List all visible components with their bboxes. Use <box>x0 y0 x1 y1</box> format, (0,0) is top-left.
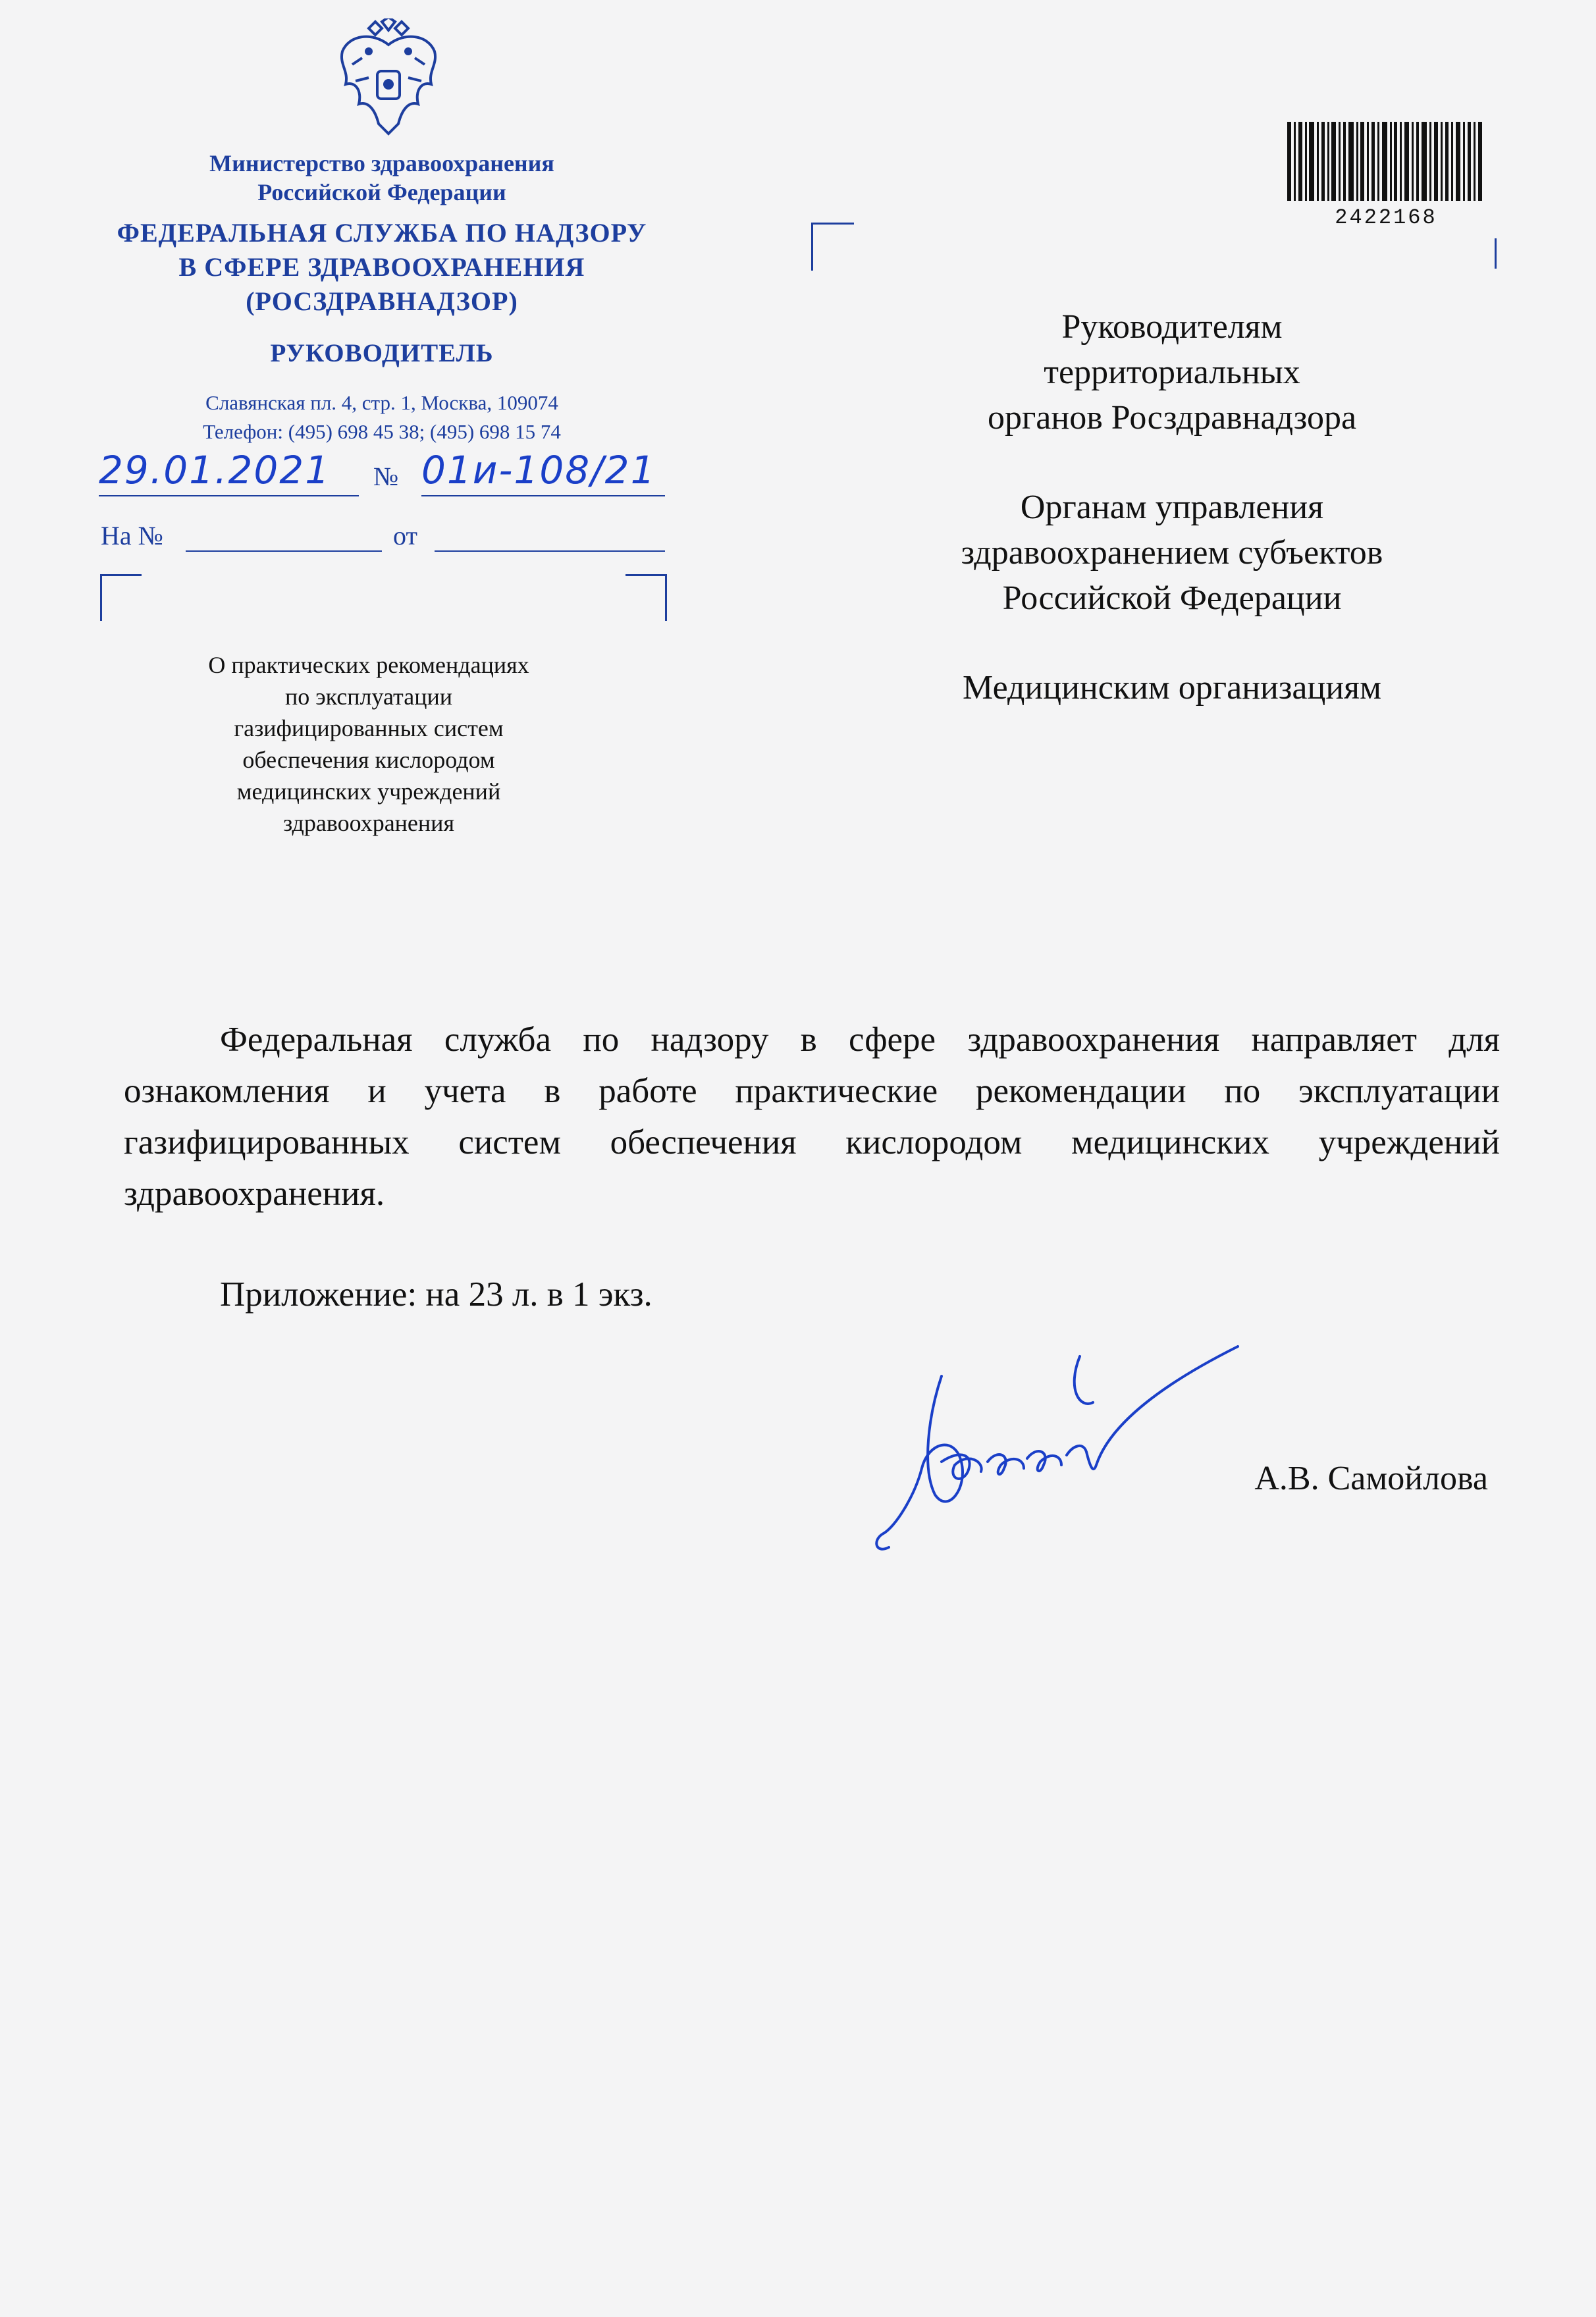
ministry-name-line1: Министерство здравоохранения <box>209 150 554 176</box>
address-line: Славянская пл. 4, стр. 1, Москва, 109074 <box>205 391 558 414</box>
addressee-bracket-right <box>1493 238 1497 269</box>
phone-line: Телефон: (495) 698 45 38; (495) 698 15 74 <box>203 420 561 443</box>
reply-date-line <box>435 550 665 552</box>
head-title: РУКОВОДИТЕЛЬ <box>270 339 494 367</box>
appendix-note: Приложение: на 23 л. в 1 экз. <box>220 1275 652 1314</box>
subject-line: О практических рекомендациях <box>208 652 529 678</box>
reply-number-line <box>186 550 382 552</box>
addressee-line: Руководителям <box>1061 308 1283 346</box>
addressee-group-territorial <box>882 304 1462 440</box>
subject-line: обеспечения кислородом <box>242 747 495 773</box>
letter-subject <box>158 649 579 839</box>
coat-of-arms-icon <box>332 18 444 140</box>
barcode-number: 2422168 <box>1335 205 1437 230</box>
addressee-bracket-left <box>811 223 854 271</box>
addressee-line: здравоохранением субъектов <box>961 534 1383 572</box>
ministry-name-line2: Российской Федерации <box>257 179 506 205</box>
addressee-line: Органам управления <box>1020 489 1324 526</box>
registration-number: 01и-108/21 <box>421 448 656 493</box>
subject-bracket-left <box>100 574 142 621</box>
body-paragraph: Федеральная служба по надзору в сфере здравоохранения направляет для ознакомления и учета в работе практические рекомендации по эксплуатации газифицированных систем обеспечения кислородом медицинских учреждений здравоохранения. <box>124 1021 1500 1213</box>
barcode-icon <box>1287 122 1485 207</box>
service-name-line3: (РОСЗДРАВНАДЗОР) <box>246 286 518 316</box>
addressee-line: Российской Федерации <box>1002 579 1342 617</box>
registration-date: 29.01.2021 <box>99 448 331 493</box>
subject-line: газифицированных систем <box>234 715 504 741</box>
addressee-group-medical <box>882 665 1462 710</box>
service-name-line2: В СФЕРЕ ЗДРАВООХРАНЕНИЯ <box>178 252 585 282</box>
addressee-line: Медицинским организациям <box>963 669 1381 706</box>
addressee-line: органов Росздравнадзора <box>987 399 1357 437</box>
date-underline <box>99 495 359 496</box>
subject-line: по эксплуатации <box>284 683 453 710</box>
number-sign: № <box>373 462 399 491</box>
service-name-line1: ФЕДЕРАЛЬНАЯ СЛУЖБА ПО НАДЗОРУ <box>117 218 647 248</box>
reply-to-label: На № <box>101 521 163 550</box>
reply-from-label: от <box>393 521 417 550</box>
signer-name: А.В. Самойлова <box>1254 1460 1488 1497</box>
addressee-group-regional <box>882 485 1462 621</box>
number-underline <box>421 495 665 496</box>
addressee-line: территориальных <box>1044 354 1300 391</box>
subject-line: медицинских учреждений <box>236 778 501 805</box>
subject-line: здравоохранения <box>282 810 455 836</box>
subject-bracket-right <box>625 574 667 621</box>
handwritten-signature <box>869 1337 1251 1554</box>
